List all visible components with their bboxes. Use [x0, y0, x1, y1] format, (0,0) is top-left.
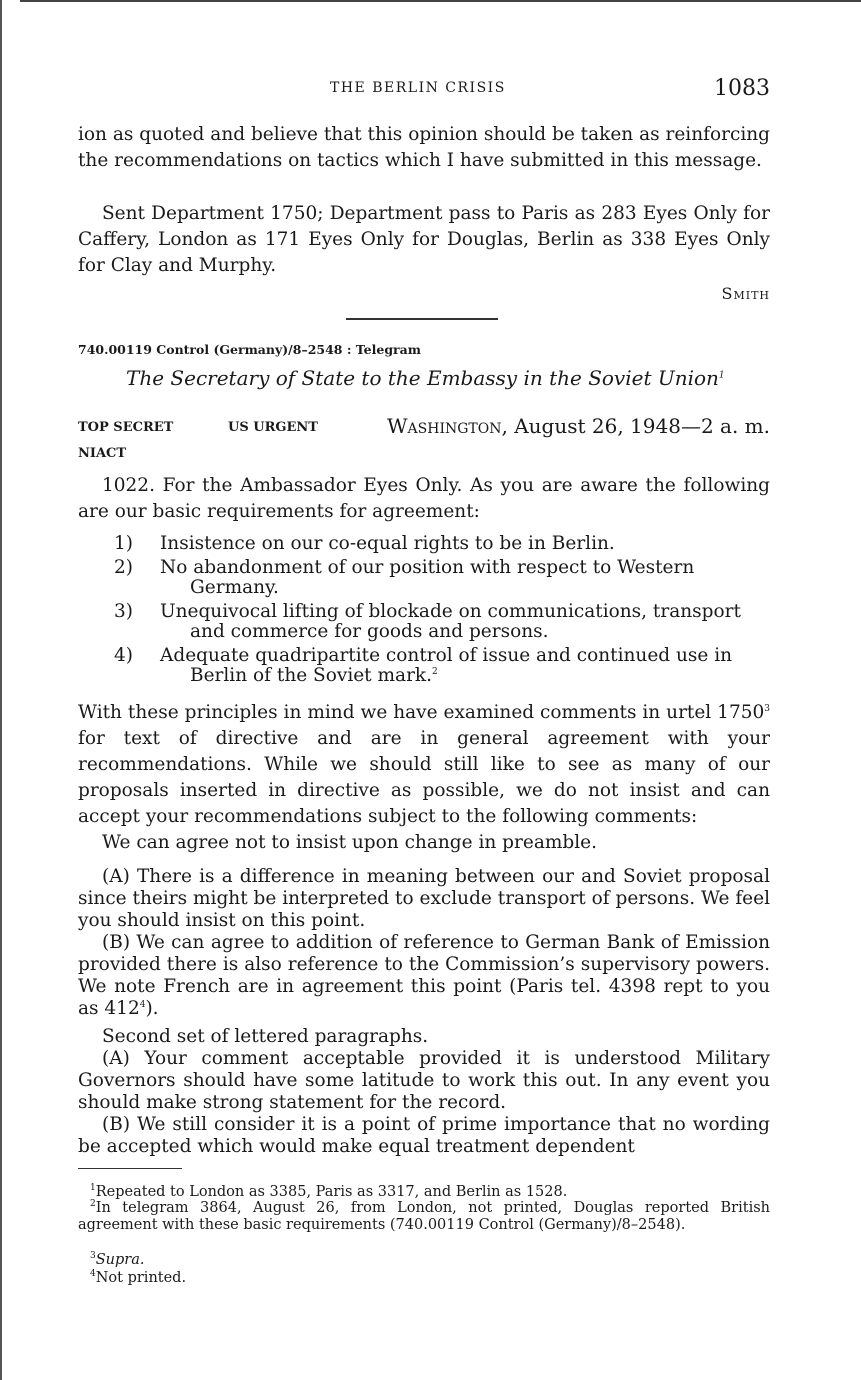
footnote-mark: 1 — [90, 1183, 96, 1194]
dateline — [387, 414, 770, 438]
principles-paragraph — [78, 700, 770, 830]
paragraph-b-text-b: ). — [145, 998, 159, 1019]
urgency-label: US URGENT — [228, 420, 318, 435]
footnote-mark: 2 — [90, 1199, 96, 1210]
running-title: THE BERLIN CRISIS — [330, 80, 506, 96]
footnote-text: Not printed. — [95, 1270, 187, 1286]
paragraph-b-text-a: (B) We can agree to addition of reference to German Bank of Emission provided there is also reference to the Commission’s supervisory powers. We note French are in agreement this point (Paris tel. 4398 rept to you as 412 — [78, 932, 770, 1019]
footnote — [78, 1252, 770, 1269]
document-heading — [126, 366, 725, 390]
list-item-number: 1) — [114, 533, 133, 554]
intro-paragraph: 1022. For the Ambassador Eyes Only. As you are aware the following are our basic requirements for agreement: — [78, 475, 770, 522]
list-item — [114, 602, 770, 642]
footnote — [78, 1200, 770, 1234]
list-item-line: Unequivocal lifting of blockade on communications, transport — [160, 601, 741, 622]
footnote — [78, 1270, 770, 1287]
paragraph-a-first: (A) There is a difference in meaning between our and Soviet proposal since theirs might be interpreted to exclude transport of persons. We feel you should insist on this point. — [78, 866, 770, 931]
principles-text-b: for text of directive and are in general agreement with your recommendations. While we should still like to see as many of our proposals inserted in directive as possible, we do not insist and can accept your recommendations subject to the following comments: — [78, 728, 770, 827]
list-item-text — [160, 558, 770, 598]
list-item-continuation-text: Berlin of the Soviet mark. — [190, 665, 433, 686]
preamble-paragraph: We can agree not to insist upon change in preamble. — [102, 832, 597, 853]
list-item-text: Insistence on our co-equal rights to be in Berlin. — [160, 533, 615, 554]
paragraph-b-second: (B) We still consider it is a point of prime importance that no wording be accepted which would make equal treatment dependent — [78, 1114, 770, 1157]
document-heading-text: The Secretary of State to the Embassy in the Soviet Union — [126, 366, 719, 390]
page-left-edge — [0, 0, 2, 1380]
footnote-text: In telegram 3864, August 26, from London, not printed, Douglas reported British agreement with these basic requirements (740.00119 Control (Germany)/8–2548). — [78, 1200, 770, 1233]
footnote-ref: 1 — [718, 370, 725, 381]
continued-paragraph: ion as quoted and believe that this opinion should be taken as reinforcing the recommendations on tactics which I have submitted in this message. — [78, 124, 770, 171]
footnote-mark: 4 — [90, 1269, 96, 1280]
niact-label: NIACT — [78, 446, 127, 461]
footnote-mark: 3 — [90, 1251, 96, 1262]
principles-text-a: With these principles in mind we have examined comments in urtel 1750 — [78, 702, 765, 723]
dateline-date: August 26, 1948—2 a. m. — [514, 414, 770, 438]
page-top-rule — [20, 0, 861, 2]
list-item-text — [160, 646, 770, 686]
footnote-rule — [78, 1168, 182, 1169]
list-item-continuation — [160, 666, 770, 686]
list-item-number: 3) — [114, 601, 133, 622]
paragraph-b-first — [78, 932, 770, 1020]
paragraph-a-second: (A) Your comment acceptable provided it is understood Military Governors should have some latitude to work this out. In any event you should make strong statement for the record. — [78, 1048, 770, 1113]
list-item — [114, 558, 770, 598]
footnote-text: Supra. — [95, 1252, 145, 1268]
list-item-continuation: Germany. — [190, 577, 279, 598]
signature: Smith — [721, 284, 770, 303]
list-item-number: 2) — [114, 557, 133, 578]
classification-label: TOP SECRET — [78, 420, 174, 435]
list-item-line: Adequate quadripartite control of issue and continued use in — [160, 645, 733, 666]
file-reference: 740.00119 Control (Germany)/8–2548 : Telegram — [78, 342, 421, 357]
list-item-text — [160, 602, 770, 642]
footnote-text: Repeated to London as 3385, Paris as 3317, and Berlin as 1528. — [95, 1184, 568, 1200]
footnote — [78, 1184, 770, 1201]
list-item — [114, 646, 770, 686]
footnote-ref: 2 — [432, 666, 438, 677]
list-item-number: 4) — [114, 645, 133, 666]
second-set-paragraph: Second set of lettered paragraphs. — [102, 1026, 429, 1047]
list-item-line: No abandonment of our position with respect to Western — [160, 557, 695, 578]
list-item — [114, 534, 770, 554]
sent-paragraph: Sent Department 1750; Department pass to Paris as 283 Eyes Only for Caffery, London as 171 Eyes Only for Douglas, Berlin as 338 Eyes Only for Clay and Murphy. — [78, 203, 770, 276]
dateline-place: Washington, — [387, 414, 508, 438]
footnote-ref: 3 — [764, 703, 770, 714]
requirements-list — [114, 534, 770, 690]
section-divider — [346, 318, 498, 320]
footnote-ref: 4 — [139, 999, 146, 1010]
page-number: 1083 — [714, 76, 770, 101]
running-header — [78, 76, 770, 106]
list-item-continuation: and commerce for goods and persons. — [190, 621, 549, 642]
